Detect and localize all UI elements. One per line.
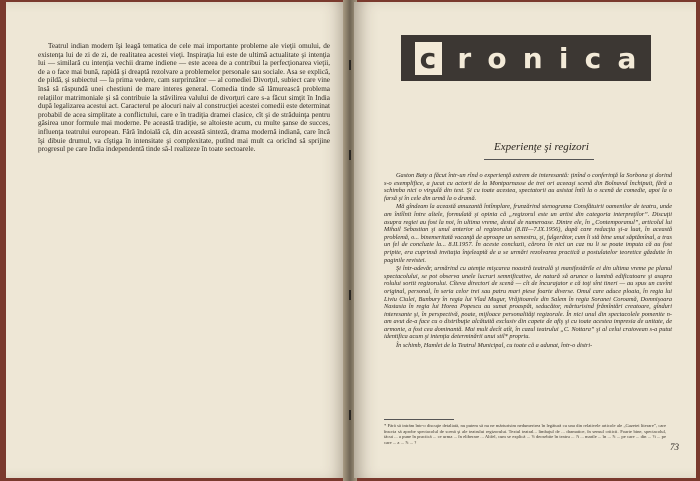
left-page <box>6 2 346 478</box>
title-underline <box>484 159 594 160</box>
article-paragraph: În schimb, Hamlet de la Teatrul Municipal, cu toate că a adunat, într-o distri- <box>396 342 593 350</box>
binding-stitch <box>349 150 351 160</box>
article-paragraph: Mă gîndeam la această amuzantă întîmplare, frunzărind stenograma Consfătuirii oamenilor de teatru, unde am întîlnit între altele, formulată şi opinia că „regizorul este un artist din categoria interpreţilor”. Discuţii asupra regiei au fost la noi, în ultima vreme, destul de numeroase. Dintre ele, în „Contemporanul”, articolul lui Mihail Sebastian şi unul anterior al regizorului (8.III—7.IX.1956), după care redacţia şi-a luat, în această problemă, o... binemeritată vacanţă de aproape un semestru, şi, fulgerător, cum îi stă bine unui săptămînal, a tras un fel de concluzie la... 8.II.1957. În aceste concluzii, cărora în nici un caz nu li se poate imputa că au fost pripite, era cuprinsă invitaţia înţeleaptă de a se urmări rezolvarea practică a postulatelor teoretice găzduite în paginile revistei. <box>384 203 672 264</box>
header-letter: c <box>584 41 603 75</box>
header-letter: i <box>558 41 570 75</box>
header-letter: n <box>522 41 544 75</box>
binding-stitch <box>349 410 351 420</box>
left-page-text <box>38 42 330 154</box>
footnote-rule <box>384 419 454 420</box>
header-letter: o <box>487 41 508 75</box>
binding-stitch <box>349 290 351 300</box>
article-paragraph: Gaston Baty a făcut într-un rînd o experienţă extrem de interesantă: ţinînd o conferinţă la Sorbona şi dorind s-o exemplifice, a jucat cu actorii de la Montparnasse de trei ori aceeaşi scenă din Bolnavul închipuit, fără a schimba nici o virgulă din text. Şi cu toate acestea, spectatorii au asistat întîi la o scenă de comedie, apoi la o farsă şi în cele din urmă la o dramă. <box>384 172 672 202</box>
binding-stitch <box>349 60 351 70</box>
article-body <box>384 172 672 351</box>
header-letter: c <box>415 42 443 75</box>
page-number: 73 <box>670 442 679 452</box>
footnote: * Fără să intrăm într-o discuţie detaliată, nu putem să nu ne mărturisim nedumerirea în legătură cu una din relativele articole ale „Gazetei literare”, care înscria să aprobe spectacolul de scenă şi ale teatrului regizorului. Textul teatral... limbajul de ... dramatice, în sensul criticii. Foarte bine, spectacolul, tăcut ... a pune în practică ... ce urma ... în eliberare ... Altfel, cum se explică ... ?i deosebite în teatru ... ?i ... marile ... în ... ?i ... pe care ... din ... ?i ... pe care ... a ... ?i ... ? <box>384 423 666 445</box>
header-letter: a <box>617 41 638 75</box>
header-letter: r <box>457 41 473 75</box>
cronica-header <box>401 35 651 81</box>
article-paragraph: Şi într-adevăr, urmărind cu atenţie mişcarea noastră teatrală şi manifestările ei din ultima vreme pe planul spectacolului, se pot observa unele lucruri semnificative, de natură să arunce o lumină edificatoare şi asupra rolului sortit regizorului. Cîteva directori de scenă — cît de încurajator e că toţi sînt tineri — au spus un cuvînt original, personal, în seria celor trei sau patru mari piese foarte diverse. Omul care aduce ploaia, în regia lui Liviu Ciulei, Bunbury în regia lui Vlad Mugur, Vrăjitoarele din Salem în regia Soranei Coroamă, Domnişoara Nastasia în regia lui Horea Popescu au sunat proaspăt, seducător, mărturisind frămîntări creatoare, gînduri interesante şi, în perspectivă, poate, mijloace personalităţi regizorale. În nici unul din spectacolele pomenite n-am avut de-a face cu o distribuţie alcătuită exclusiv din capete de afiş şi cu toate acestea impresia de unitate, de armonie, a fost cea dominantă. Mai mult decît atît, în cazul teatrului „C. Nottara” şi al celui craiovean s-a putut identifica acum şi intenţia determinării unui stil* propriu. <box>384 265 672 341</box>
right-page <box>354 2 696 478</box>
left-paragraph: Teatrul indian modern îşi leagă tematica de cele mai importante probleme ale vieţii omului, de existenţa lui de zi de zi, de realitatea acestei vieţi. Inspiraţia lui este de ultimă actualitate şi intenţia lui — similară cu intenţia vechii drame indiene — este aceea de a contribui la perfecţionarea vieţii, de a o face mai bună, rapidă şi dreaptă rezolvare a problemelor personale sau sociale. Asa se explică, de pildă, şi subiectul — la prima vedere, cam surprinzător — al comediei Divorţul, subiect care vine însă să răspundă unei chestiuni de mare interes general. Comedia tinde să lămurească problema relaţiilor matrimoniale şi să contribuie la stăvilirea valului de divorţuri care s-a făcut simţit în India după legalizarea acestui act. Caracterul pe alocuri naiv al construcţiei acestei comedii este determinat probabil de acea simplitate a conflictului, care e în tradiţia dramei clasice, cît şi de străduinţa pentru găsirea unor formule mai moderne. Pe această tradiţie, se altoieste acum, cu multe şanse de succes, influenţa teatrului european. Fără îndoială că, din această sinteză, drama modernă indiană, care încă îşi dibuie drumul, va cîştiga în intensitate şi complexitate, putînd mai mult ca oricînd să sprijine progresul pe care India independentă tinde să-l realizeze în toate sectoarele. <box>38 42 330 154</box>
section-title: Experienţe şi regizori <box>494 141 589 153</box>
